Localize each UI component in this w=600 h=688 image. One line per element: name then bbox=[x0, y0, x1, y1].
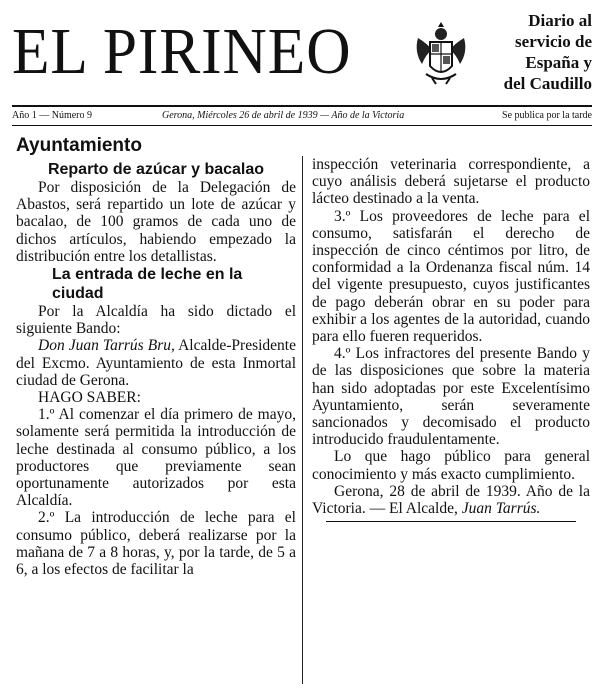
paragraph: 2.º La introducción de leche para el consumo público, deberá realizarse por la mañana de 7 a 8 horas, y, por la tarde, de 5 a 6, a los efectos de facilitar la bbox=[16, 509, 296, 579]
column-divider bbox=[302, 156, 303, 684]
article-heading-milk: La entrada de leche en la ciudad bbox=[52, 266, 243, 303]
tagline-line: del Caudillo bbox=[503, 74, 592, 93]
tagline-line: Diario al bbox=[528, 11, 592, 30]
signature: Juan Tarrús. bbox=[461, 500, 541, 518]
eagle-coat-of-arms-icon bbox=[412, 18, 470, 88]
paragraph: Lo que hago público para general conocimiento y más exacto cumplimiento. bbox=[312, 448, 590, 483]
paragraph: 4.º Los infractores del presente Bando y de las disposiciones que sobre la materia han sido adoptadas por este Excelentísimo Ayuntamiento, serán severamente sancionados y decomisado el producto introducido fraudulentamente. bbox=[312, 345, 590, 449]
paragraph: Por disposición de la Delegación de Abastos, será repartido un lote de azúcar y bacalao, de 100 gramos de cada uno de dichos artículos, habiendo empezado la distribución entre los detallistas. bbox=[16, 179, 296, 265]
end-rule bbox=[326, 521, 576, 522]
section-heading: Ayuntamiento bbox=[16, 135, 142, 156]
mayor-name: Don Juan Tarrús Bru, bbox=[38, 337, 175, 355]
paragraph: HAGO SABER: bbox=[38, 389, 141, 407]
paragraph: Por la Alcaldía ha sido dictado el siguiente Bando: bbox=[16, 303, 296, 338]
paragraph: 3.º Los proveedores de leche para el consumo, satisfarán el derecho de inspección de cinco céntimos por litro, de conformidad a la Ordenanza fiscal núm. 14 del vigente presupuesto, cuyos justificantes de pago deberán obrar en su poder para exhibir a los agentes de la autoridad, cuando para ello fueren requeridos. bbox=[312, 207, 590, 346]
masthead-rule-top bbox=[12, 105, 592, 107]
tagline-line: España y bbox=[525, 53, 592, 72]
publication-note: Se publica por la tarde bbox=[502, 110, 592, 121]
paragraph bbox=[312, 483, 590, 517]
masthead-rule-bottom bbox=[12, 125, 592, 126]
closing-date: Gerona, 28 de abril de 1939. Año de la Victoria. — El Alcalde, bbox=[312, 482, 590, 518]
article-column-right bbox=[312, 156, 590, 684]
paragraph: inspección veterinaria correspondiente, a cuyo análisis deberá sujetarse el producto lácteo destinado a la venta. bbox=[312, 156, 590, 208]
article-column-left bbox=[16, 134, 296, 684]
tagline bbox=[474, 10, 592, 94]
issue-number: Año 1 — Número 9 bbox=[12, 110, 92, 121]
date-place: Gerona, Miércoles 26 de abril de 1939 — Año de la Victoria bbox=[162, 110, 405, 121]
newspaper-title: EL PIRINEO bbox=[12, 15, 352, 88]
paragraph: 1.º Al comenzar el día primero de mayo, solamente será permitida la introducción de leche destinada al consumo público, a los productores que previamente sean oportunamente autorizados por esta Alcaldía. bbox=[16, 406, 296, 510]
masthead bbox=[0, 0, 600, 108]
mayor-title: Alcalde-Presidente del Excmo. Ayuntamiento de esta Inmortal ciudad de Gerona. bbox=[16, 337, 296, 389]
dateline bbox=[12, 109, 592, 123]
article-heading-sugar-cod: Reparto de azúcar y bacalao bbox=[47, 161, 265, 178]
tagline-line: servicio de bbox=[515, 32, 592, 51]
paragraph bbox=[16, 337, 296, 389]
